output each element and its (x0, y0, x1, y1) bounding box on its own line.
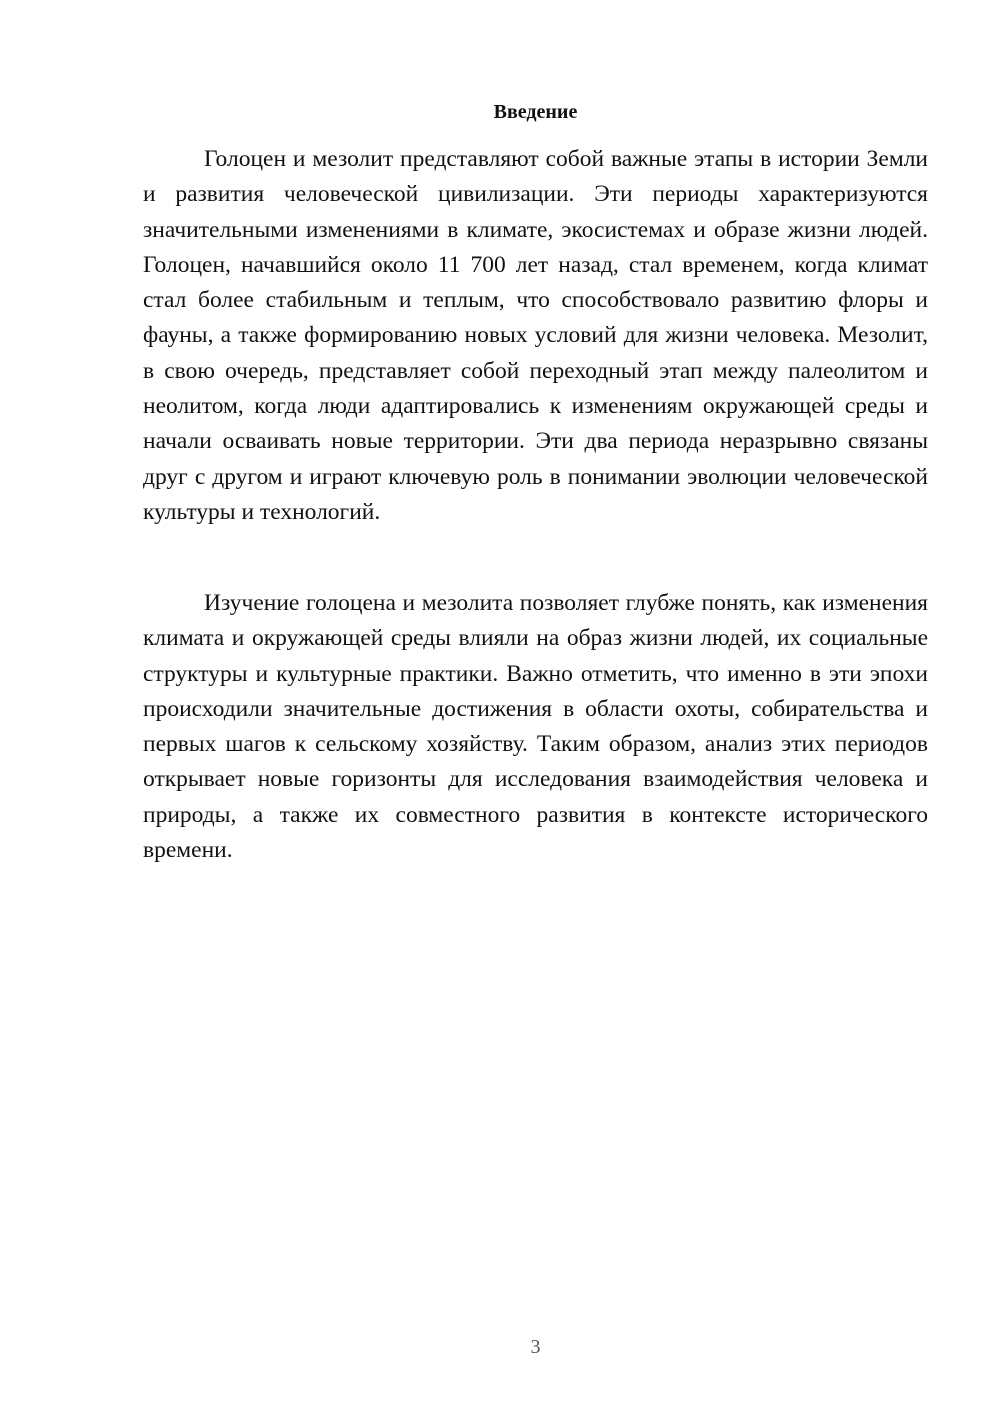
section-title: Введение (493, 101, 578, 123)
paragraph-2: Изучение голоцена и мезолита позволяет глубже понять, как изменения климата и окружающей среды влияли на образ жизни людей, их социальные структуры и культурные практики. Важно отметить, что именно в эти эпохи происходили значительные достижения в области охоты, собирательства и первых шагов к сельскому хозяйству. Таким образом, анализ этих периодов открывает новые горизонты для исследования взаимодействия человека и природы, а также их совместного развития в контексте исторического времени. (143, 590, 928, 864)
paragraph-1: Голоцен и мезолит представляют собой важные этапы в истории Земли и развития человеческой цивилизации. Эти периоды характеризуются значительными изменениями в климате, экосистемах и образе жизни людей. Голоцен, начавшийся около 11 700 лет назад, стал временем, когда климат стал более стабильным и теплым, что способствовало развитию флоры и фауны, а также формированию новых условий для жизни человека. Мезолит, в свою очередь, представляет собой переходный этап между палеолитом и неолитом, когда люди адаптировались к изменениям окружающей среды и начали осваивать новые территории. Эти два периода неразрывно связаны друг с другом и играют ключевую роль в понимании эволюции человеческой культуры и технологий. (143, 146, 928, 525)
page-number: 3 (530, 1336, 541, 1358)
